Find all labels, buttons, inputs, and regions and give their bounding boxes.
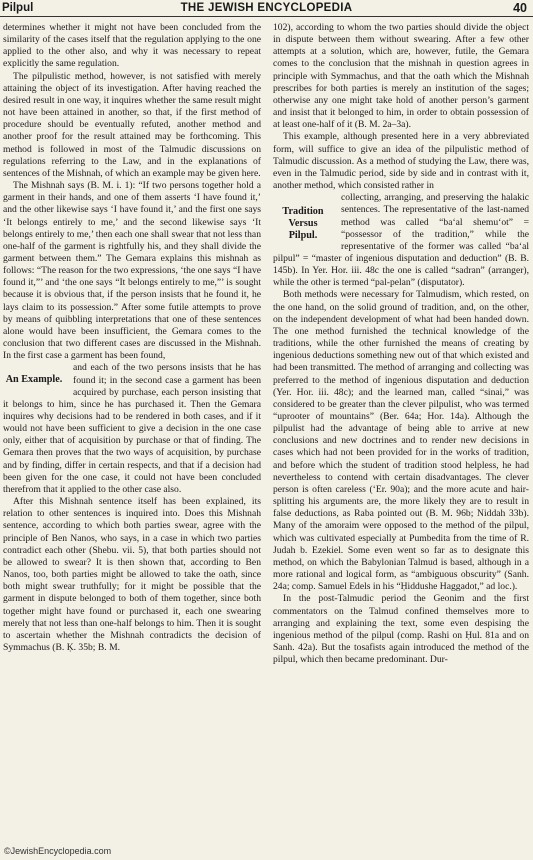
- paragraph: Both methods were necessary for Talmudism, which rested, on the one hand, on the solid ground of tradition, and, on the other, on the independent development of what had been handed down. The one method furnished the technical knowledge of the traditions, while the other furnished the means of creating by ingenious deductions something new out of that which existed and had been transmitted. The method of arranging and collecting was preferred to the method of ingenious disputation and deduction (Yer. Hor. iii. 48c); and the learned man, called “sinai,” was considered to be greater than the clever pilpulist, who was termed “uprooter of mountains” (Ber. 64a; Hor. 14a). Although the pilpulist had the advantage of being able to arrive at new conclusions and new doctrines and to render new decisions in cases which had not been provided for in the works of tradition, and before which the student of tradition stood helpless, he had nevertheless to contend with certain disadvantages. The clever person is often careless (‘Er. 90a); and the more acute and hair-splitting his arguments are, the more likely they are to result in false deductions, as Raba pointed out (B. M. 96b; Niddah 33b). Many of the amoraim were opposed to the method of the pilpul, which was cultivated especially at Pumbedita from the time of R. Judah b. Ezekiel. Some even went so far as to designate this method, on which the Babylonian Talmud is based, although in a more rational and logical form, as “ambiguous obscurity” (Sanh. 24a; comp. Samuel Edels in his “Ḥiddushe Haggadot,” ad loc.).: [273, 289, 529, 593]
- copyright-footer: ©JewishEncyclopedia.com: [4, 846, 112, 856]
- header-rule: [0, 16, 533, 17]
- paragraph: collecting, arranging, and preserving the halakic sentences. The representative of the last-named method was called “ba‘al shemu‘ot” = “possessor of the tradition,” while the representative of the former was called “ba‘al pilpul” = “master of ingenious disputation and deduction” (B. B. 145b). In Yer. Hor. iii. 48c the one is called “sadran” (arranger), while the other is termed “pal-pelan” (disputator).: [273, 192, 529, 289]
- paragraph: In the post-Talmudic period the Geonim and the first commentators on the Talmud confined themselves more to arranging and explaining the text, some even despising the ingenious method of the pilpul (comp. Rashi on Ḥul. 81a and on Sanh. 42a). But the tosafists again introduced the method of the pilpul, which then became predominant. Dur-: [273, 593, 529, 666]
- running-title: THE JEWISH ENCYCLOPEDIA: [180, 2, 353, 14]
- paragraph: 102), according to whom the two parties should divide the object in dispute between them without swearing. After a few other attempts at a solution, which are, however, futile, the Gemara comes to the conclusion that the mishnah in question agrees in principle with Symmachus, and that the oath which the Mishnah prescribes for both parties is merely an institution of the sages; otherwise any one might take hold of another person’s garment and insist that it belonged to him, in order to obtain possession of at least one-half of it (B. M. 2a–3a).: [273, 22, 529, 131]
- side-heading-tradition: Tradition Versus Pilpul.: [282, 206, 324, 242]
- side-heading-example: An Example.: [5, 374, 63, 386]
- paragraph: determines whether it might not have been concluded from the similarity of the cases itself that the regulation applying to the one applied to the other also, and why it was necessary to repeat explicitly the same regulation.: [3, 22, 261, 70]
- paragraph: The pilpulistic method, however, is not satisfied with merely attaining the object of its investigation. After having reached the desired result in one way, it inquires whether the same result might not have been attained in another, so that, if the first method of procedure should be eventually refuted, another method and another proof for the result attained may be forthcoming. This method is followed in most of the Talmudic discussions on regulations referring to the Law, and in the explanations of sentences of the Mishnah, of which an example may be given here.: [3, 70, 261, 179]
- paragraph: The Mishnah says (B. M. i. 1): “If two persons together hold a garment in their hands, and one of them asserts ‘I have found it,’ and the other likewise says ‘I have found it,’ and the first one says ‘It belongs entirely to me,’ and the second likewise says ‘It belongs entirely to me,’ then each one shall swear that not less than one-half of the garment is rightfully his, and they shall divide the garment between them.” The Gemara explains this mishnah as follows: “The reason for the two expressions, ‘the one says “I have found it,”’ and ‘the one says “It belongs entirely to me,”’ is sought because it is obvious that, if the person insists that he found it, he lays claim to its possession.” After some futile attempts to prove by means of quibbling interpretations that one of these sentences alone would have been insufficient, the Gemara comes to the conclusion that two different cases are discussed in the Mishnah. In the first case a garment has been found,: [3, 180, 261, 362]
- paragraph: This example, although presented here in a very abbreviated form, will suffice to give an idea of the pilpulistic method of Talmudic discussion. As a method of studying the Law, there was, even in the Talmudic period, side by side and in contrast with it, another method, which consisted rather in: [273, 131, 529, 192]
- left-column: [3, 22, 261, 844]
- page-header: [0, 0, 533, 16]
- page-number: 40: [513, 1, 527, 15]
- article-name: Pilpul: [2, 2, 34, 14]
- right-column: [273, 22, 529, 844]
- paragraph: and each of the two persons insists that he has found it; in the second case a garment has been acquired by purchase, each person insisting that it belongs to him, since he has purchased it. Then the Gemara inquires why decisions had to be rendered in both cases, and if it would not have been sufficient to give a decision in the one case only, either that of acquisition by purchase or that of finding. The Gemara then proves that the two ways of acquisition, by purchase and by finding, differ in certain respects, and that if a decision had been given for the one case, it could not have been concluded therefrom that it applied to the other case also.: [3, 362, 261, 495]
- paragraph: After this Mishnah sentence itself has been explained, its relation to other sentences is inquired into. Does this Mishnah sentence, according to which both parties swear, agree with the principle of Ben Nanos, who says, in a case in which two parties contradict each other (Shebu. vii. 5), that both parties should not be allowed to swear? It is then shown that, according to Ben Nanos, too, both parties might be allowed to take the oath, since both might swear truthfully; for it might be possible that the garment in dispute belonged to both of them together, since both together might have found or purchased it, each one swearing merely that not less than one-half belongs to him. Then it is sought to ascertain whether the Mishnah contradicts the decision of Symmachus (B. Ḳ. 35b; B. M.: [3, 496, 261, 653]
